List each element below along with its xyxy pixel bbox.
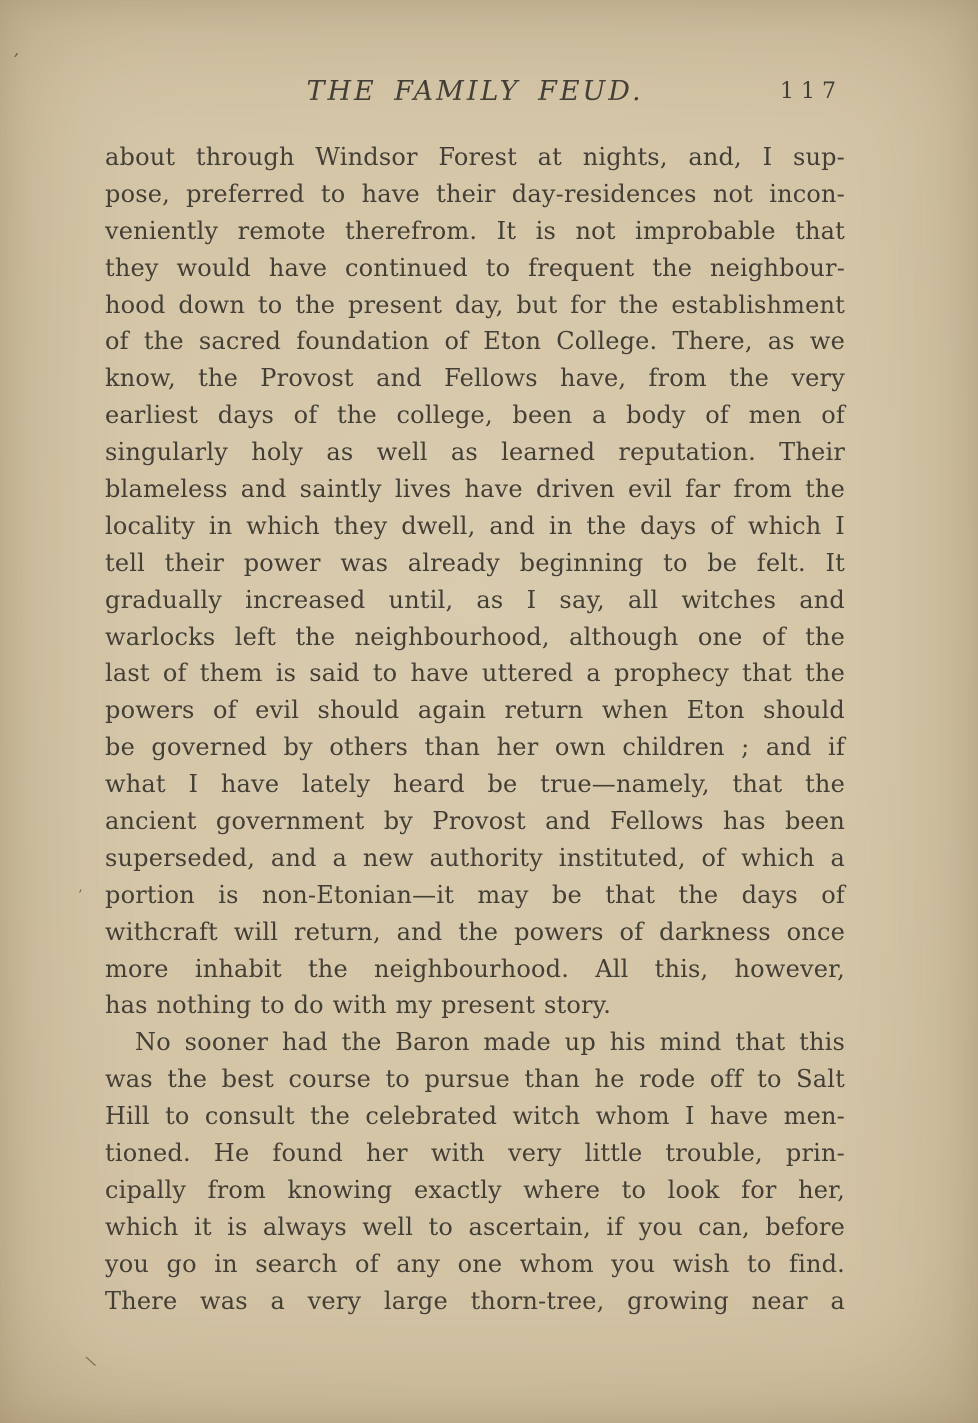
text-line: be governed by others than her own children ; and if (105, 733, 845, 762)
text-line: singularly holy as well as learned reputation. Their (105, 438, 845, 467)
text-line: pose, preferred to have their day-residences not incon- (105, 179, 845, 208)
page-number: 117 (780, 79, 843, 104)
text-line: superseded, and a new authority instituted, of which a (105, 843, 845, 872)
text-line: Hill to consult the celebrated witch whom I have men- (105, 1102, 845, 1131)
page-header (105, 76, 845, 118)
scan-artifact: ’ (9, 49, 20, 72)
text-line: has nothing to do with my present story. (105, 991, 612, 1020)
text-line: portion is non-Etonian—it may be that the days of (105, 880, 845, 909)
text-line: tell their power was already beginning to be felt. It (105, 548, 845, 577)
text-line: last of them is said to have uttered a prophecy that the (105, 659, 845, 688)
text-line: you go in search of any one whom you wish to find. (105, 1249, 845, 1278)
text-line: of the sacred foundation of Eton College. There, as we (105, 327, 845, 356)
text-line: There was a very large thorn-tree, growing near a (105, 1286, 845, 1315)
text-line: gradually increased until, as I say, all witches and (105, 585, 845, 614)
text-line: about through Windsor Forest at nights, and, I sup- (105, 143, 845, 171)
body-text (105, 139, 845, 1320)
text-line: withcraft will return, and the powers of darkness once (105, 917, 845, 946)
text-line: was the best course to pursue than he rode off to Salt (105, 1065, 845, 1094)
text-line: more inhabit the neighbourhood. All this, however, (105, 954, 845, 983)
text-line: cipally from knowing exactly where to look for her, (105, 1175, 845, 1204)
text-line: earliest days of the college, been a body of men of (105, 401, 845, 430)
text-line: they would have continued to frequent the neighbour- (105, 253, 845, 282)
text-line: blameless and saintly lives have driven evil far from the (105, 475, 845, 504)
text-line: warlocks left the neighbourhood, although one of the (105, 622, 845, 651)
running-title: THE FAMILY FEUD. (306, 76, 644, 107)
text-line: hood down to the present day, but for the establishment (105, 290, 845, 319)
scan-artifact: ’ (78, 888, 83, 904)
text-line: tioned. He found her with very little trouble, prin- (105, 1139, 845, 1168)
text-line: which it is always well to ascertain, if you can, before (105, 1212, 845, 1241)
text-line: veniently remote therefrom. It is not improbable that (105, 216, 845, 245)
text-line: ancient government by Provost and Fellows has been (105, 807, 845, 836)
text-line: locality in which they dwell, and in the days of which I (105, 511, 845, 540)
text-line: No sooner had the Baron made up his mind that this (135, 1028, 845, 1057)
text-line: what I have lately heard be true—namely, that the (105, 770, 845, 799)
scan-artifact: \ (83, 1351, 98, 1371)
text-line: know, the Provost and Fellows have, from the very (105, 364, 845, 393)
text-line: powers of evil should again return when Eton should (105, 696, 845, 725)
